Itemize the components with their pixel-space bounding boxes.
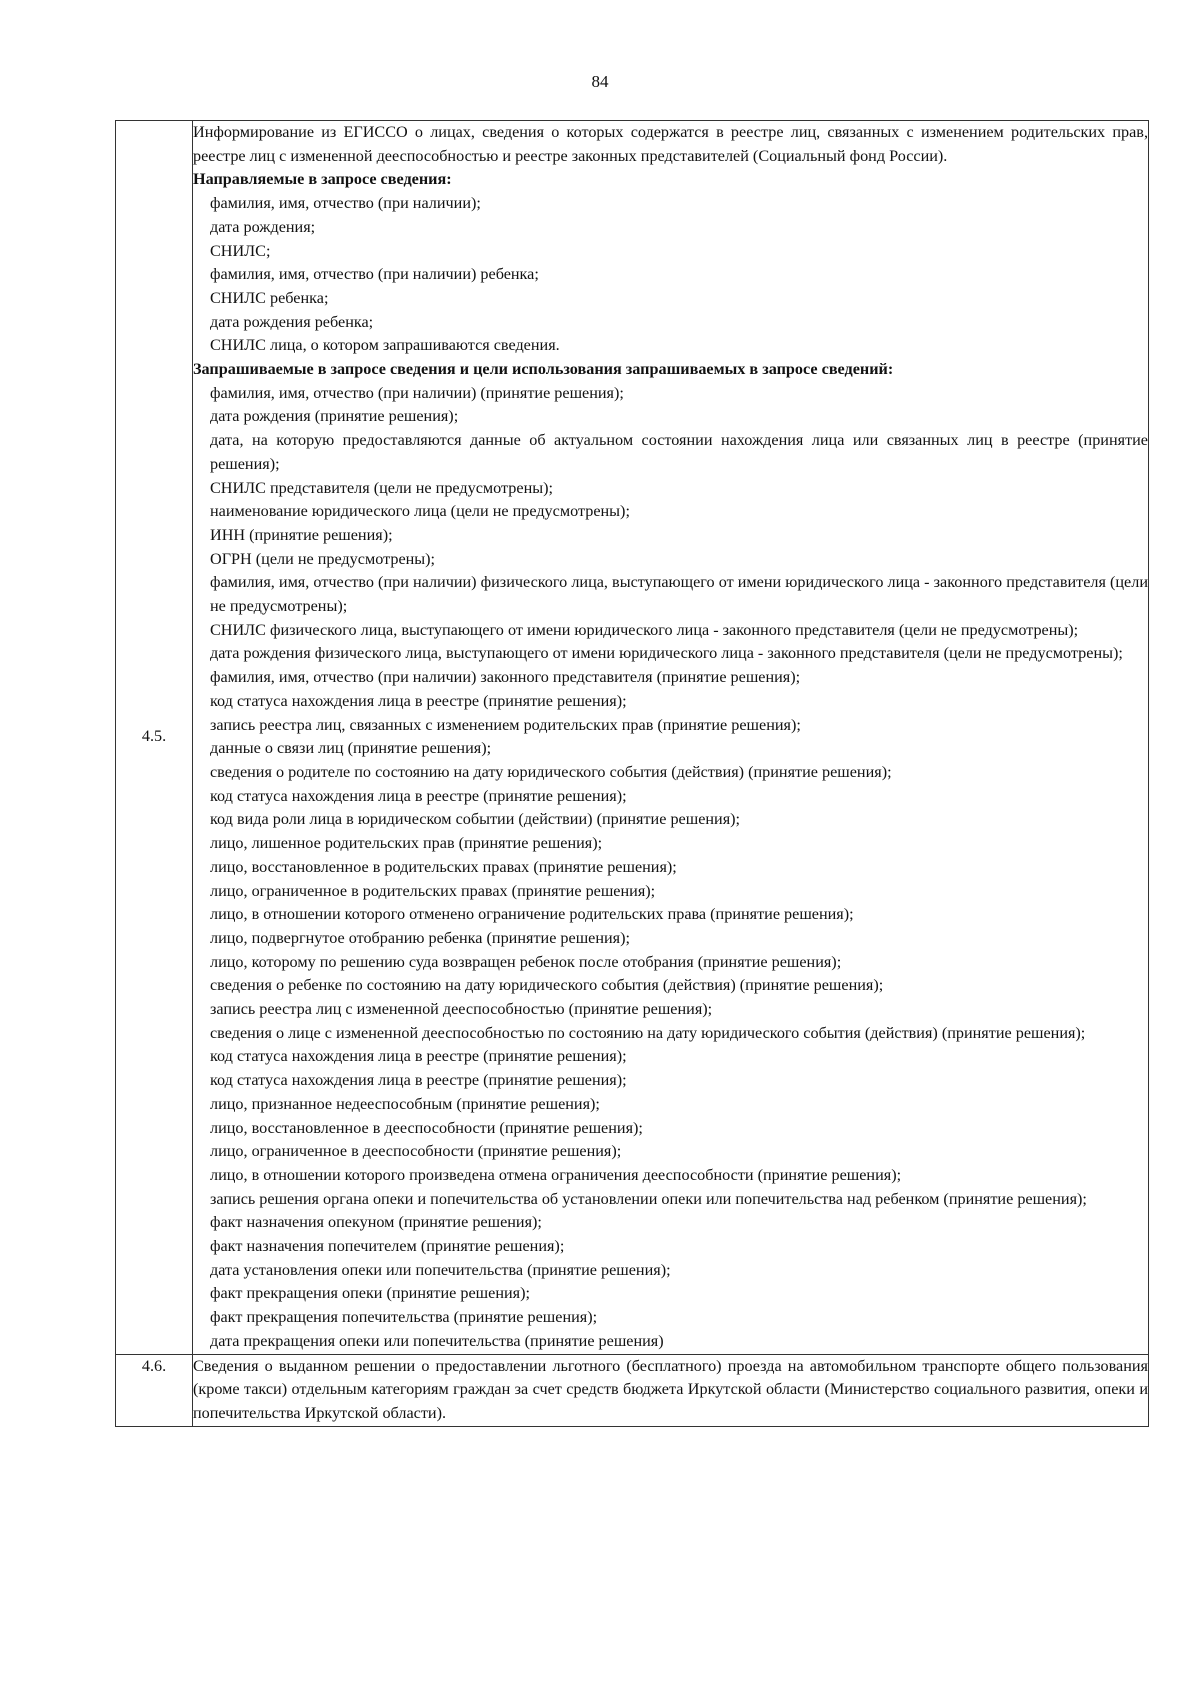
list-item: фамилия, имя, отчество (при наличии) законного представителя (принятие решения); (210, 668, 801, 687)
list-item: лицо, восстановленное в дееспособности (принятие решения); (210, 1118, 643, 1137)
list-item: код статуса нахождения лица в реестре (принятие решения); (210, 691, 627, 710)
list-item: ОГРН (цели не предусмотрены); (210, 549, 436, 568)
list-item: запись реестра лиц, связанных с изменением родительских прав (принятие решения); (210, 715, 801, 734)
services-table (115, 120, 1149, 1427)
table-row (116, 121, 1149, 1355)
list-item: Сведения о выданном решении о предоставлении льготного (бесплатного) проезда на автомобильном транспорте общего пользования (кроме такси) отдельным категориям граждан за счет средств бюджета Иркутской области (Министерство социального развития, опеки и попечительства Иркутской области). (193, 1356, 1148, 1422)
list-item: дата рождения ребенка; (210, 312, 374, 331)
list-item: дата прекращения опеки или попечительства (принятие решения) (210, 1331, 664, 1350)
row-content (193, 1354, 1149, 1426)
row-number: 4.6. (116, 1354, 193, 1426)
list-item: лицо, ограниченное в родительских правах (принятие решения); (210, 881, 656, 900)
list-item: лицо, ограниченное в дееспособности (принятие решения); (210, 1142, 622, 1161)
list-item: сведения о лице с измененной дееспособностью по состоянию на дату юридического события (действия) (принятие решения); (210, 1023, 1086, 1042)
row-number: 4.5. (116, 121, 193, 1355)
list-item: факт назначения опекуном (принятие решения); (210, 1213, 542, 1232)
section-heading: Запрашиваемые в запросе сведения и цели использования запрашиваемых в запросе сведений: (193, 360, 894, 379)
list-item: дата рождения физического лица, выступающего от имени юридического лица - законного представителя (цели не предусмотрены); (210, 644, 1123, 663)
list-item: данные о связи лиц (принятие решения); (210, 739, 492, 758)
list-item: фамилия, имя, отчество (при наличии); (210, 194, 481, 213)
list-item: фамилия, имя, отчество (при наличии) (принятие решения); (210, 383, 624, 402)
list-item: код вида роли лица в юридическом событии (действии) (принятие решения); (210, 810, 741, 829)
list-item: СНИЛС физического лица, выступающего от имени юридического лица - законного представителя (цели не предусмотрены); (210, 620, 1079, 639)
list-item: лицо, лишенное родительских прав (принятие решения); (210, 834, 603, 853)
list-item: дата рождения (принятие решения); (210, 407, 459, 426)
table-row (116, 1354, 1149, 1426)
list-item: СНИЛС представителя (цели не предусмотрены); (210, 478, 554, 497)
page-number: 84 (591, 72, 609, 91)
list-item: сведения о ребенке по состоянию на дату юридического события (действия) (принятие решения); (210, 976, 884, 995)
list-item: факт прекращения попечительства (принятие решения); (210, 1308, 598, 1327)
list-item: дата рождения; (210, 217, 316, 236)
list-item: наименование юридического лица (цели не предусмотрены); (210, 502, 630, 521)
row-lines (193, 1355, 1148, 1426)
list-item: лицо, признанное недееспособным (принятие решения); (210, 1094, 600, 1113)
list-item: лицо, которому по решению суда возвращен ребенок после отобрания (принятие решения); (210, 952, 842, 971)
list-item: лицо, в отношении которого произведена отмена ограничения дееспособности (принятие решения); (210, 1165, 902, 1184)
list-item: СНИЛС лица, о котором запрашиваются сведения. (210, 336, 560, 355)
list-item: дата, на которую предоставляются данные об актуальном состоянии нахождения лица или связанных лиц в реестре (принятие решения); (210, 431, 1148, 473)
list-item: ИНН (принятие решения); (210, 525, 393, 544)
list-item: код статуса нахождения лица в реестре (принятие решения); (210, 1047, 627, 1066)
list-item: лицо, в отношении которого отменено ограничение родительских права (принятие решения); (210, 905, 854, 924)
list-item: СНИЛС; (210, 241, 271, 260)
list-item: лицо, восстановленное в родительских правах (принятие решения); (210, 857, 677, 876)
list-item: фамилия, имя, отчество (при наличии) физического лица, выступающего от имени юридического лица - законного представителя (цели не предусмотрены); (210, 573, 1148, 616)
row-lines (193, 121, 1148, 1354)
row-content (193, 121, 1149, 1355)
list-item: запись реестра лиц с измененной дееспособностью (принятие решения); (210, 1000, 713, 1019)
list-item: СНИЛС ребенка; (210, 288, 329, 307)
list-item: код статуса нахождения лица в реестре (принятие решения); (210, 1071, 627, 1090)
list-item: факт назначения попечителем (принятие решения); (210, 1237, 565, 1256)
list-item: Информирование из ЕГИССО о лицах, сведения о которых содержатся в реестре лиц, связанных с изменением родительских прав, реестре лиц с измененной дееспособностью и реестре законных представителей (Социальный фонд России). (193, 123, 1148, 165)
list-item: запись решения органа опеки и попечительства об установлении опеки или попечительства над ребенком (принятие решения); (210, 1189, 1087, 1208)
list-item: фамилия, имя, отчество (при наличии) ребенка; (210, 265, 539, 284)
section-heading: Направляемые в запросе сведения: (193, 170, 452, 189)
list-item: дата установления опеки или попечительства (принятие решения); (210, 1260, 671, 1279)
list-item: лицо, подвергнутое отобранию ребенка (принятие решения); (210, 928, 631, 947)
list-item: код статуса нахождения лица в реестре (принятие решения); (210, 786, 627, 805)
list-item: сведения о родителе по состоянию на дату юридического события (действия) (принятие решения); (210, 762, 892, 781)
list-item: факт прекращения опеки (принятие решения); (210, 1284, 530, 1303)
